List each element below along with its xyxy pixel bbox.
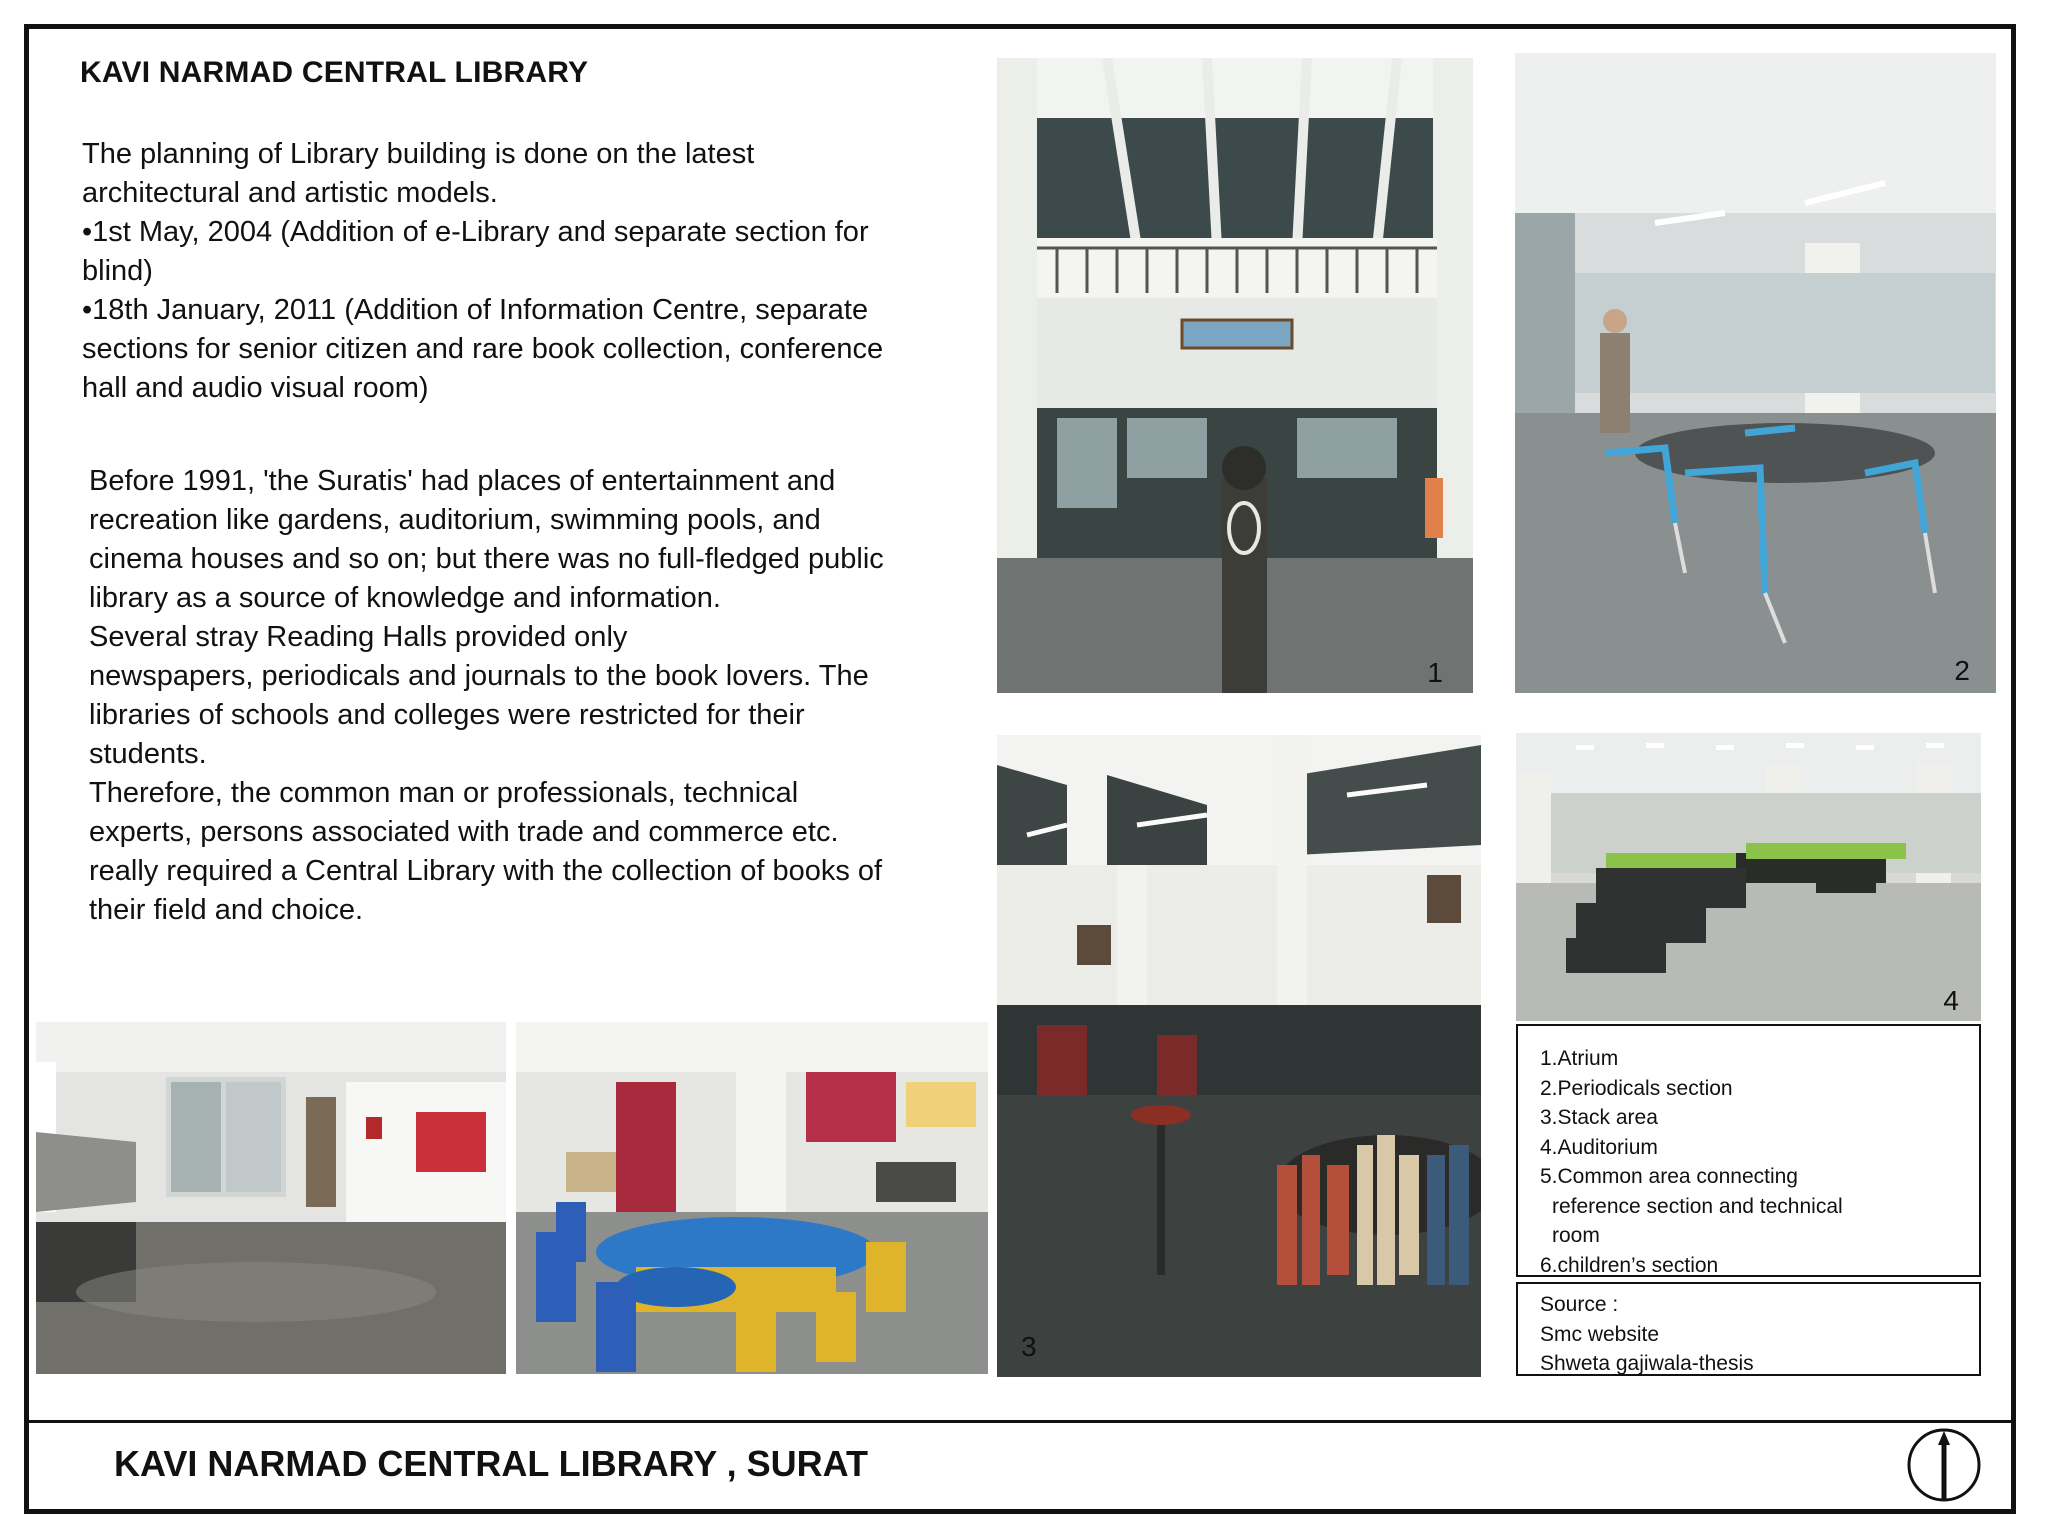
photo-number: 3: [1021, 1331, 1037, 1362]
legend-item: 4.Auditorium: [1540, 1135, 1658, 1159]
source-line: Smc website: [1540, 1322, 1660, 1346]
footer-title: KAVI NARMAD CENTRAL LIBRARY , SURAT: [114, 1443, 868, 1484]
history-line: library as a source of knowledge and information.: [89, 582, 721, 614]
source-label: Source :: [1540, 1293, 1619, 1316]
periodicals-photo: [1515, 53, 1996, 693]
history-line: Before 1991, 'the Suratis' had places of entertainment and: [89, 465, 836, 497]
intro-line: •18th January, 2011 (Addition of Information Centre, separate: [82, 294, 869, 326]
page-title: KAVI NARMAD CENTRAL LIBRARY: [80, 56, 589, 89]
intro-line: The planning of Library building is done on the latest: [82, 138, 755, 170]
history-line: Several stray Reading Halls provided only: [89, 621, 628, 653]
common-area-photo: [36, 1022, 506, 1374]
history-line: libraries of schools and colleges were restricted for their: [89, 699, 805, 731]
history-line: newspapers, periodicals and journals to the book lovers. The: [89, 660, 869, 692]
legend-item: 3.Stack area: [1540, 1106, 1658, 1129]
source-line: Shweta gajiwala-thesis: [1540, 1352, 1754, 1375]
intro-line: hall and audio visual room): [82, 372, 429, 404]
legend-item: room: [1552, 1224, 1600, 1247]
history-line: students.: [89, 738, 207, 770]
history-line: recreation like gardens, auditorium, swimming pools, and: [89, 504, 821, 536]
history-line: cinema houses and so on; but there was no full-fledged public: [89, 543, 884, 575]
legend-item: 2.Periodicals section: [1540, 1076, 1733, 1100]
photo-number: 2: [1954, 655, 1970, 686]
auditorium-photo: [1516, 733, 1981, 1021]
stack-area-photo: [997, 735, 1481, 1377]
intro-line: •1st May, 2004 (Addition of e-Library and separate section for: [82, 216, 869, 248]
intro-line: blind): [82, 255, 153, 287]
intro-text: [82, 135, 962, 408]
footer-divider: [24, 1420, 2016, 1423]
legend-item: 5.Common area connecting: [1540, 1165, 1798, 1188]
history-line: Therefore, the common man or professionals, technical: [89, 777, 799, 809]
childrens-section-photo: [516, 1022, 988, 1374]
legend-item: 6.children’s section: [1540, 1253, 1719, 1277]
legend-item: reference section and technical: [1552, 1194, 1843, 1218]
photo-legend: [1516, 1024, 1981, 1277]
history-line: experts, persons associated with trade and commerce etc.: [89, 816, 839, 848]
atrium-photo: [997, 58, 1473, 693]
photo-number: 1: [1427, 657, 1443, 688]
north-arrow-icon: [1906, 1427, 1982, 1503]
history-line: really required a Central Library with the collection of books of: [89, 855, 883, 887]
legend-item: 1.Atrium: [1540, 1047, 1619, 1070]
intro-line: sections for senior citizen and rare book collection, conference: [82, 333, 884, 365]
history-line: their field and choice.: [89, 894, 364, 926]
history-text: [89, 462, 969, 930]
photo-number: 4: [1943, 985, 1959, 1016]
source-box: [1516, 1282, 1981, 1376]
intro-line: architectural and artistic models.: [82, 177, 498, 209]
